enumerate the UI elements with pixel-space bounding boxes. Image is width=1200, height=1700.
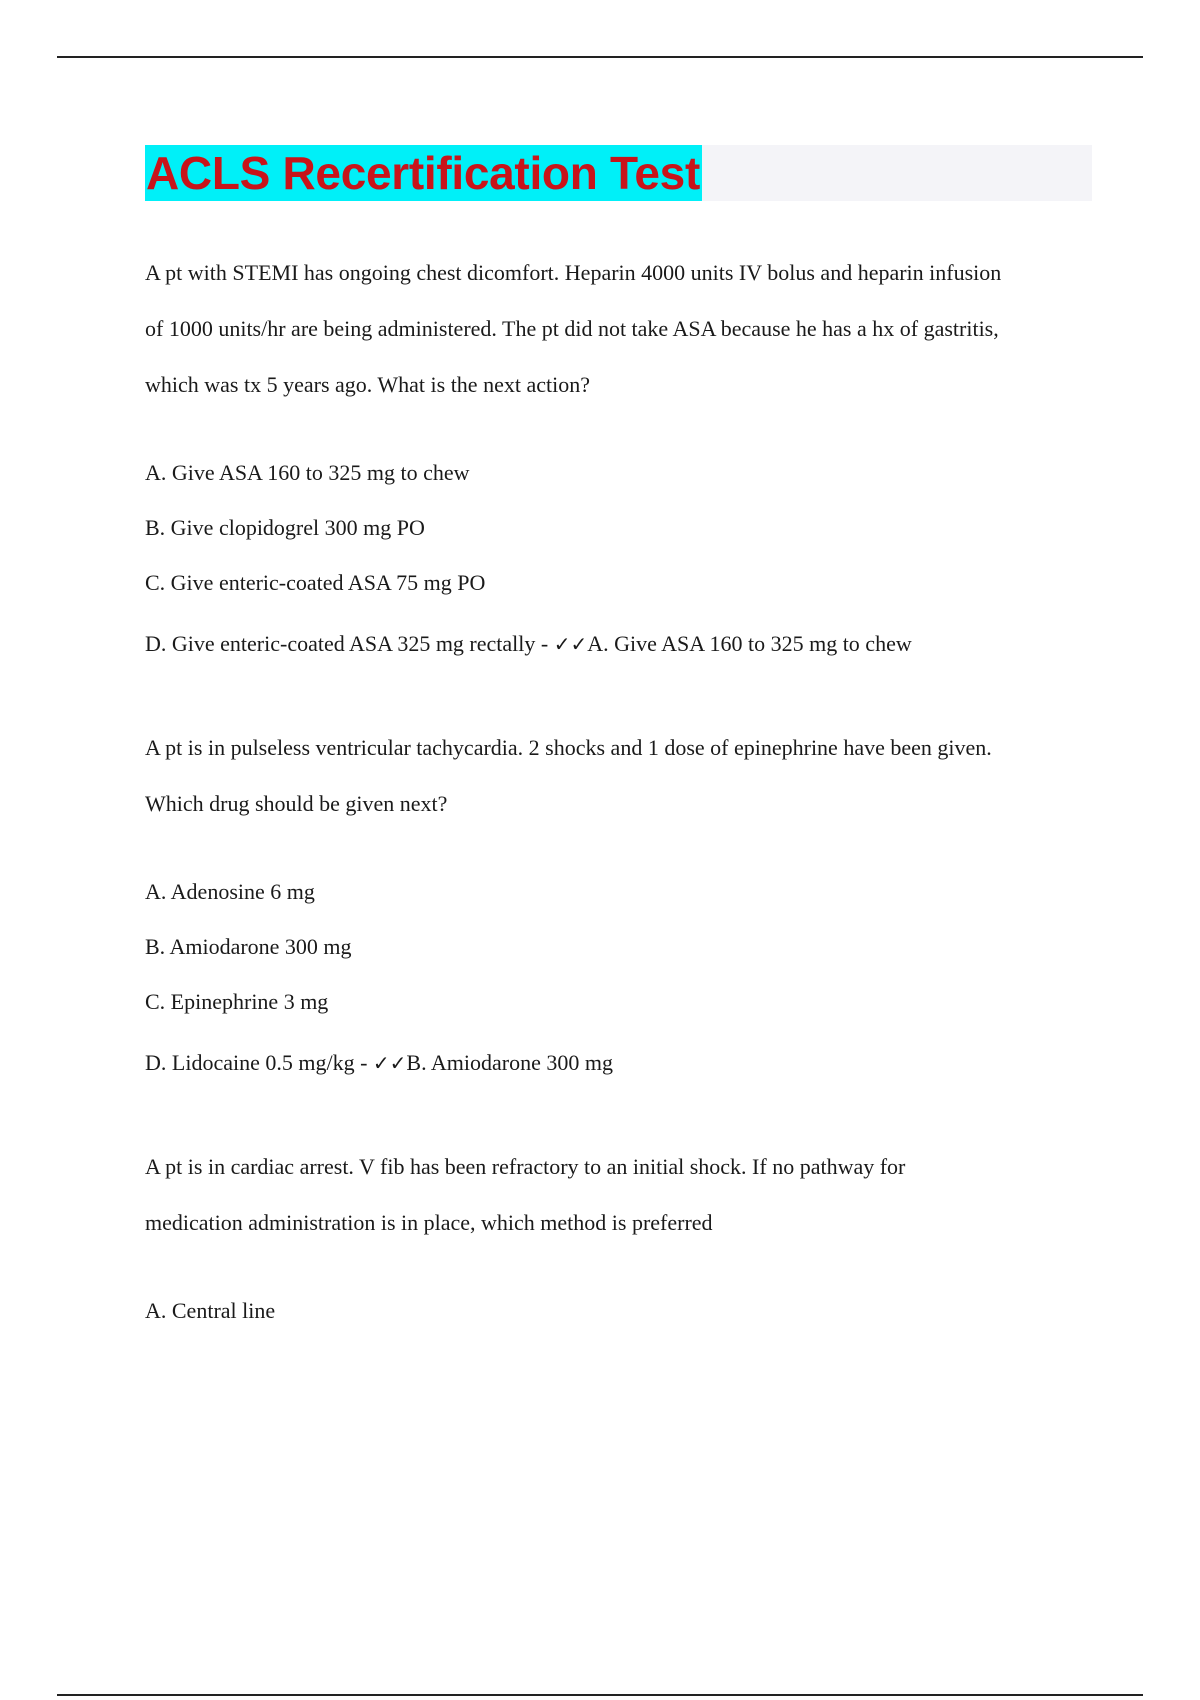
answer-options <box>145 459 1095 658</box>
option-d-label: D. Give enteric-coated ASA 325 mg rectally - <box>145 631 554 656</box>
double-check-icon: ✓✓ <box>553 632 588 656</box>
option-a: A. Central line <box>145 1298 276 1323</box>
answer-options <box>145 878 1095 1077</box>
correct-answer: B. Amiodarone 300 mg <box>406 1050 613 1075</box>
footer-rule <box>57 1694 1143 1696</box>
question-text: A pt is in pulseless ventricular tachycardia. 2 shocks and 1 dose of epinephrine have been given. Which drug should be given next? <box>145 735 992 816</box>
question-block-1 <box>145 245 1095 658</box>
header-rule <box>57 56 1143 58</box>
option-a: A. Adenosine 6 mg <box>145 879 315 904</box>
option-d-label: D. Lidocaine 0.5 mg/kg - <box>145 1050 373 1075</box>
option-c: C. Epinephrine 3 mg <box>145 989 329 1014</box>
correct-answer: A. Give ASA 160 to 325 mg to chew <box>587 631 912 656</box>
answer-options <box>145 1297 1095 1325</box>
question-block-2 <box>145 720 1095 1077</box>
option-d <box>145 630 1095 658</box>
question-text: A pt is in cardiac arrest. V fib has been refractory to an initial shock. If no pathway for medication administration is in place, which method is preferred <box>145 1154 906 1235</box>
option-c: C. Give enteric-coated ASA 75 mg PO <box>145 570 486 595</box>
question-block-3 <box>145 1139 1095 1325</box>
option-b: B. Amiodarone 300 mg <box>145 934 352 959</box>
option-b: B. Give clopidogrel 300 mg PO <box>145 515 425 540</box>
double-check-icon: ✓✓ <box>372 1051 407 1075</box>
option-a: A. Give ASA 160 to 325 mg to chew <box>145 460 470 485</box>
option-d <box>145 1049 1095 1077</box>
page-title: ACLS Recertification Test <box>146 147 700 199</box>
document-body <box>145 245 1095 1352</box>
question-text: A pt with STEMI has ongoing chest dicomfort. Heparin 4000 units IV bolus and heparin infusion of 1000 units/hr are being administered. The pt did not take ASA because he has a hx of gastritis, which was tx 5 years ago. What is the next action? <box>145 260 1002 397</box>
